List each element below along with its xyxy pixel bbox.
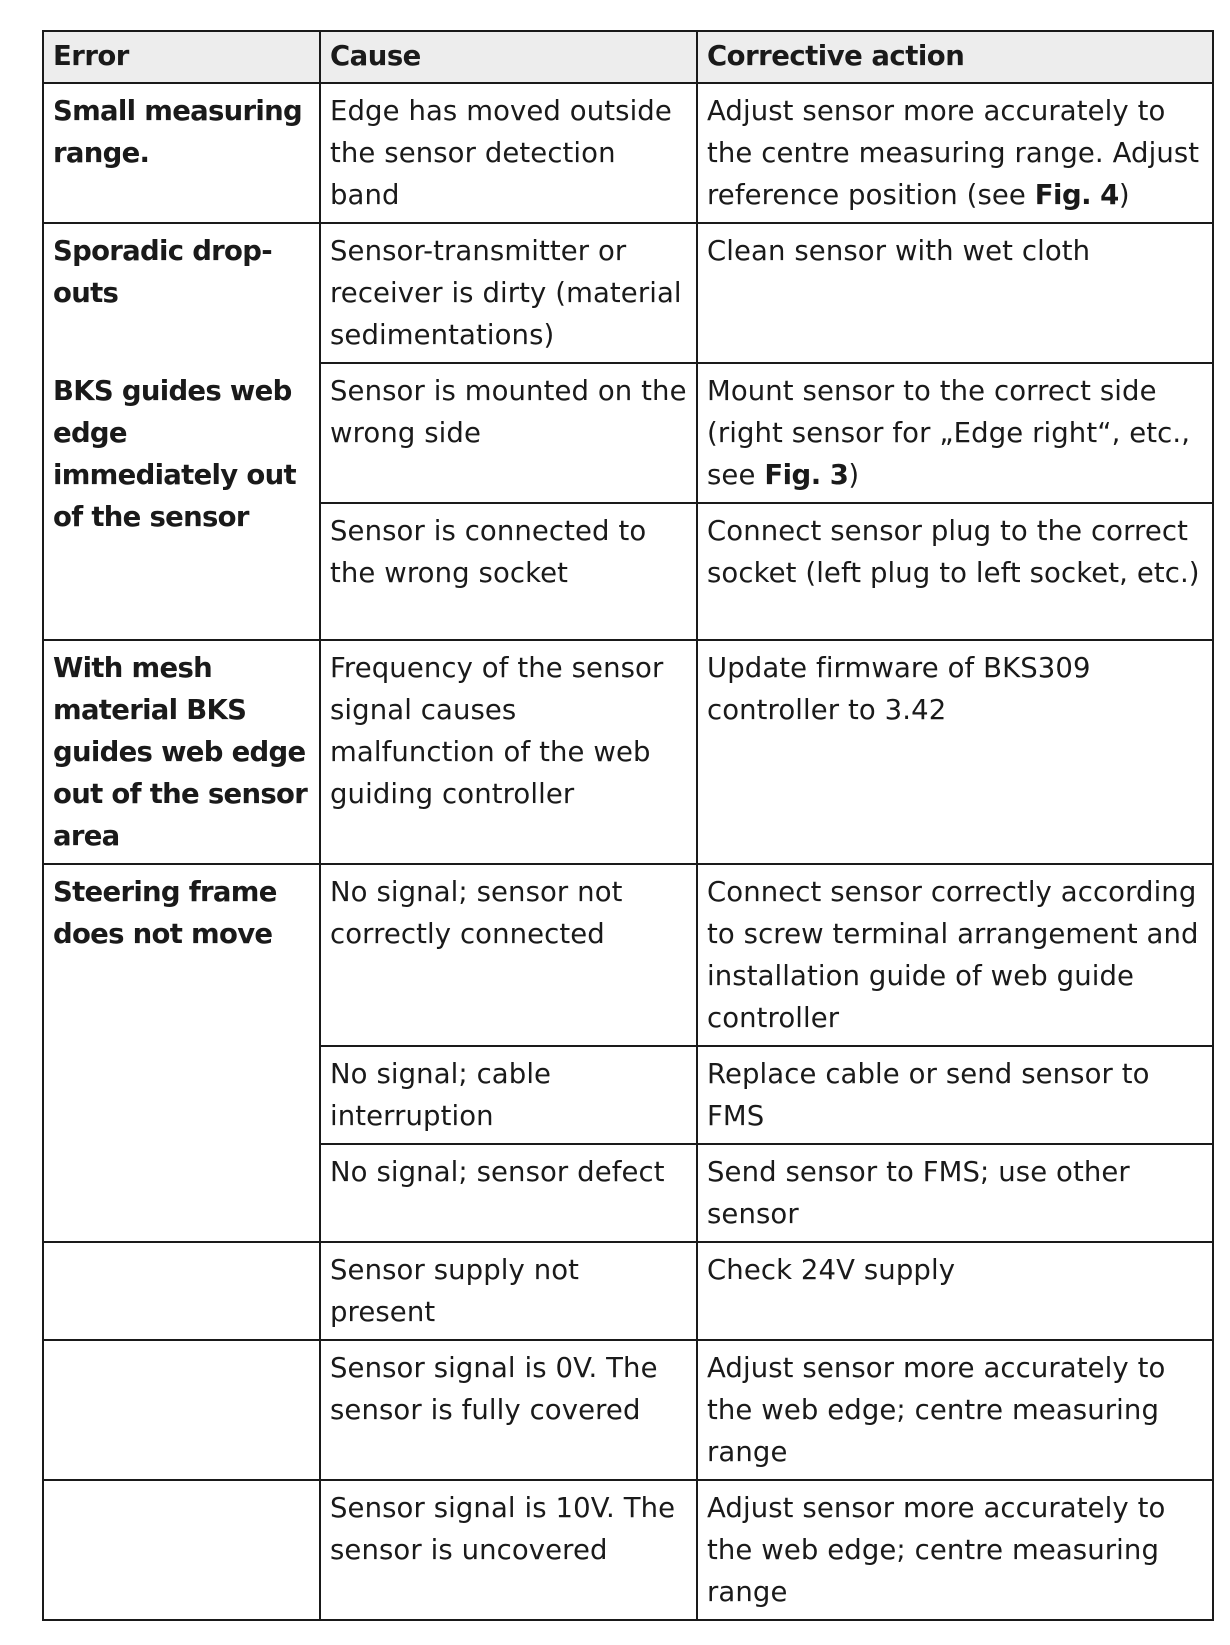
action-cell: Adjust sensor more accurately to the web edge; centre measuring range — [697, 1480, 1213, 1620]
cause-cell: Sensor supply not present — [320, 1242, 697, 1340]
error-cell: Small measuring range. — [43, 83, 320, 223]
error-cell: Steering frame does not move — [43, 864, 320, 1242]
table-body — [43, 83, 1213, 1620]
error-text: Sporadic drop-outs — [53, 235, 272, 309]
cause-cell: No signal; sensor defect — [320, 1144, 697, 1242]
error-cell — [43, 1340, 320, 1480]
header-corrective-action: Corrective action — [697, 31, 1213, 83]
figure-reference: Fig. 3 — [764, 459, 849, 491]
cause-cell: Frequency of the sensor signal causes malfunction of the web guiding controller — [320, 640, 697, 864]
figure-reference: Fig. 4 — [1034, 179, 1119, 211]
action-text: Mount sensor to the correct side (right sensor for „Edge right“, etc., see — [707, 375, 1191, 491]
action-cell — [697, 363, 1213, 503]
table-row — [43, 1480, 1213, 1620]
error-text-secondary: BKS guides web edge immediately out of the sensor — [53, 375, 296, 533]
action-cell: Connect sensor correctly according to screw terminal arrangement and installation guide of web guide controller — [697, 864, 1213, 1046]
action-cell: Clean sensor with wet cloth — [697, 223, 1213, 363]
action-text-end: ) — [1118, 179, 1130, 211]
cause-cell: Edge has moved outside the sensor detection band — [320, 83, 697, 223]
table-row — [43, 223, 1213, 363]
error-cell — [43, 1480, 320, 1620]
cause-cell: Sensor-transmitter or receiver is dirty (material sedimentations) — [320, 223, 697, 363]
table-header — [43, 31, 1213, 83]
action-cell: Update firmware of BKS309 controller to 3.42 — [697, 640, 1213, 864]
table-row — [43, 83, 1213, 223]
action-cell — [697, 83, 1213, 223]
header-row — [43, 31, 1213, 83]
action-cell: Connect sensor plug to the correct socket (left plug to left socket, etc.) — [697, 503, 1213, 640]
troubleshooting-table — [42, 30, 1214, 1621]
action-text-end: ) — [848, 459, 860, 491]
cause-cell: Sensor signal is 10V. The sensor is uncovered — [320, 1480, 697, 1620]
error-cell — [43, 1242, 320, 1340]
action-text: Adjust sensor more accurately to the centre measuring range. Adjust reference position (see — [707, 95, 1200, 211]
action-cell: Replace cable or send sensor to FMS — [697, 1046, 1213, 1144]
error-cell: With mesh material BKS guides web edge out of the sensor area — [43, 640, 320, 864]
action-cell: Adjust sensor more accurately to the web edge; centre measuring range — [697, 1340, 1213, 1480]
error-cell — [43, 223, 320, 640]
header-cause: Cause — [320, 31, 697, 83]
header-error: Error — [43, 31, 320, 83]
cause-cell: No signal; sensor not correctly connected — [320, 864, 697, 1046]
action-cell: Send sensor to FMS; use other sensor — [697, 1144, 1213, 1242]
cause-cell: Sensor signal is 0V. The sensor is fully covered — [320, 1340, 697, 1480]
table-row — [43, 640, 1213, 864]
action-cell: Check 24V supply — [697, 1242, 1213, 1340]
cause-cell: No signal; cable interruption — [320, 1046, 697, 1144]
cause-cell: Sensor is connected to the wrong socket — [320, 503, 697, 640]
table-row — [43, 1340, 1213, 1480]
table-row — [43, 1242, 1213, 1340]
table-row — [43, 864, 1213, 1046]
cause-cell: Sensor is mounted on the wrong side — [320, 363, 697, 503]
